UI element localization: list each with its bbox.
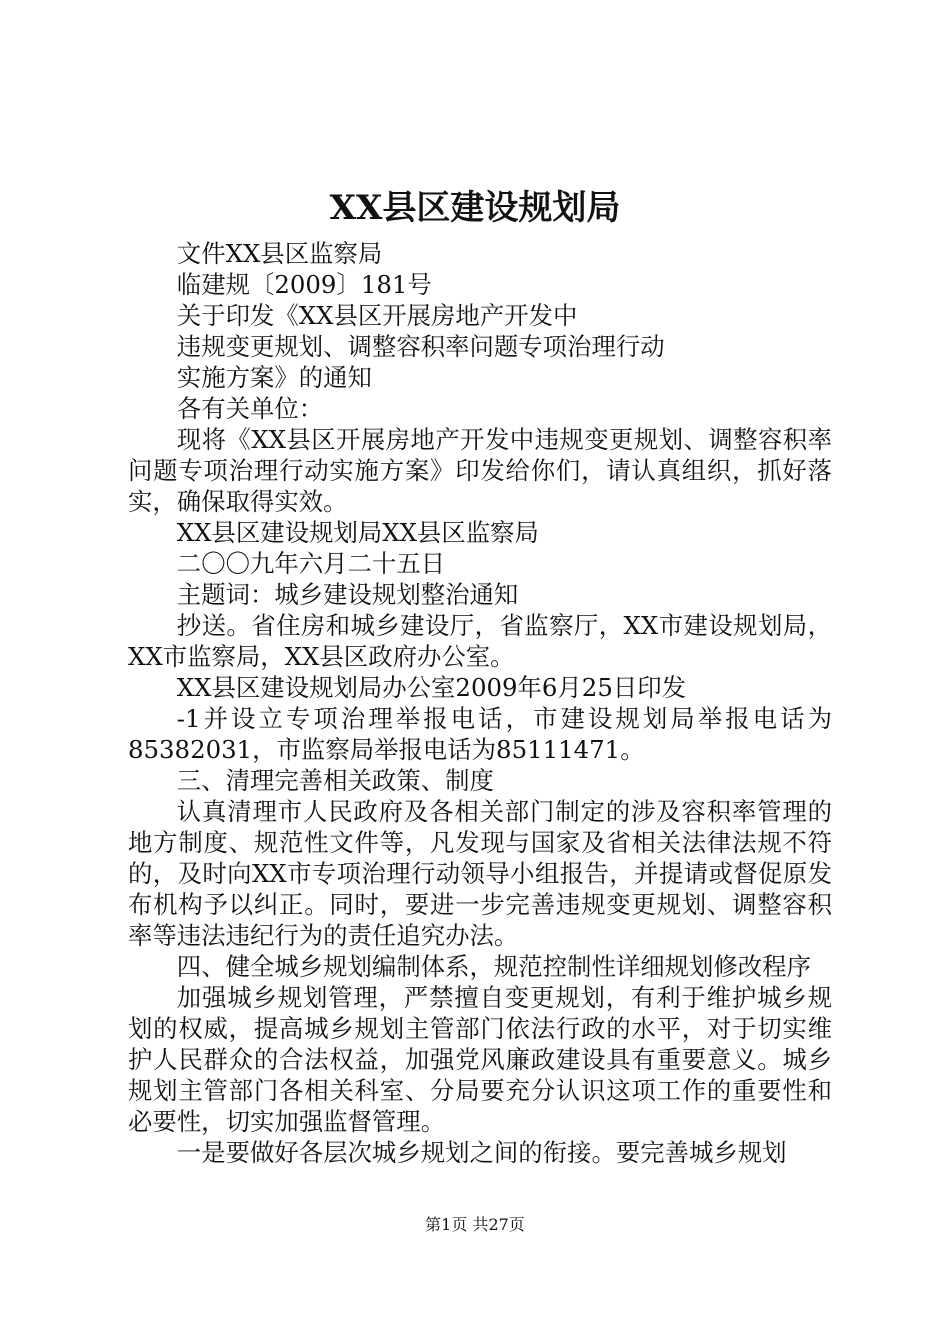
paragraph: 抄送。省住房和城乡建设厅，省监察厅，XX市建设规划局，XX市监察局，XX县区政府办公室。 xyxy=(128,611,832,671)
paragraph: 实施方案》的通知 xyxy=(176,363,372,392)
paragraph: 二〇〇九年六月二十五日 xyxy=(176,549,446,578)
page-number: 第1页 共27页 xyxy=(425,1215,525,1234)
paragraph: 违规变更规划、调整容积率问题专项治理行动 xyxy=(176,332,665,361)
paragraph: XX县区建设规划局办公室2009年6月25日印发 xyxy=(176,673,687,702)
paragraph: 各有关单位： xyxy=(176,394,324,423)
paragraph: 临建规〔2009〕181号 xyxy=(176,270,432,299)
paragraph: 认真清理市人民政府及各相关部门制定的涉及容积率管理的地方制度、规范性文件等，凡发现与国家及省相关法律法规不符的，及时向XX市专项治理行动领导小组报告，并提请或督促原发布机构予以纠正。同时，要进一步完善违规变更规划、调整容积率等违法违纪行为的责任追究办法。 xyxy=(128,797,832,950)
paragraph: 一是要做好各层次城乡规划之间的衔接。要完善城乡规划 xyxy=(176,1138,787,1167)
paragraph: 主题词：城乡建设规划整治通知 xyxy=(176,580,519,609)
paragraph: 加强城乡规划管理，严禁擅自变更规划，有利于维护城乡规划的权威，提高城乡规划主管部门依法行政的水平，对于切实维护人民群众的合法权益，加强党风廉政建设具有重要意义。城乡规划主管部门各相关科室、分局要充分认识这项工作的重要性和必要性，切实加强监督管理。 xyxy=(128,983,832,1136)
paragraph: 关于印发《XX县区开展房地产开发中 xyxy=(176,301,578,330)
document-body xyxy=(128,238,832,1168)
paragraph: -1并设立专项治理举报电话，市建设规划局举报电话为85382031，市监察局举报电话为85111471。 xyxy=(128,704,832,764)
paragraph: XX县区建设规划局XX县区监察局 xyxy=(176,518,539,547)
paragraph: 文件XX县区监察局 xyxy=(176,239,383,268)
paragraph: 四、健全城乡规划编制体系，规范控制性详细规划修改程序 xyxy=(176,952,811,981)
paragraph: 现将《XX县区开展房地产开发中违规变更规划、调整容积率问题专项治理行动实施方案》印发给你们，请认真组织，抓好落实，确保取得实效。 xyxy=(128,425,832,516)
document-title: XX县区建设规划局 xyxy=(329,188,621,228)
paragraph: 三、清理完善相关政策、制度 xyxy=(176,766,494,795)
